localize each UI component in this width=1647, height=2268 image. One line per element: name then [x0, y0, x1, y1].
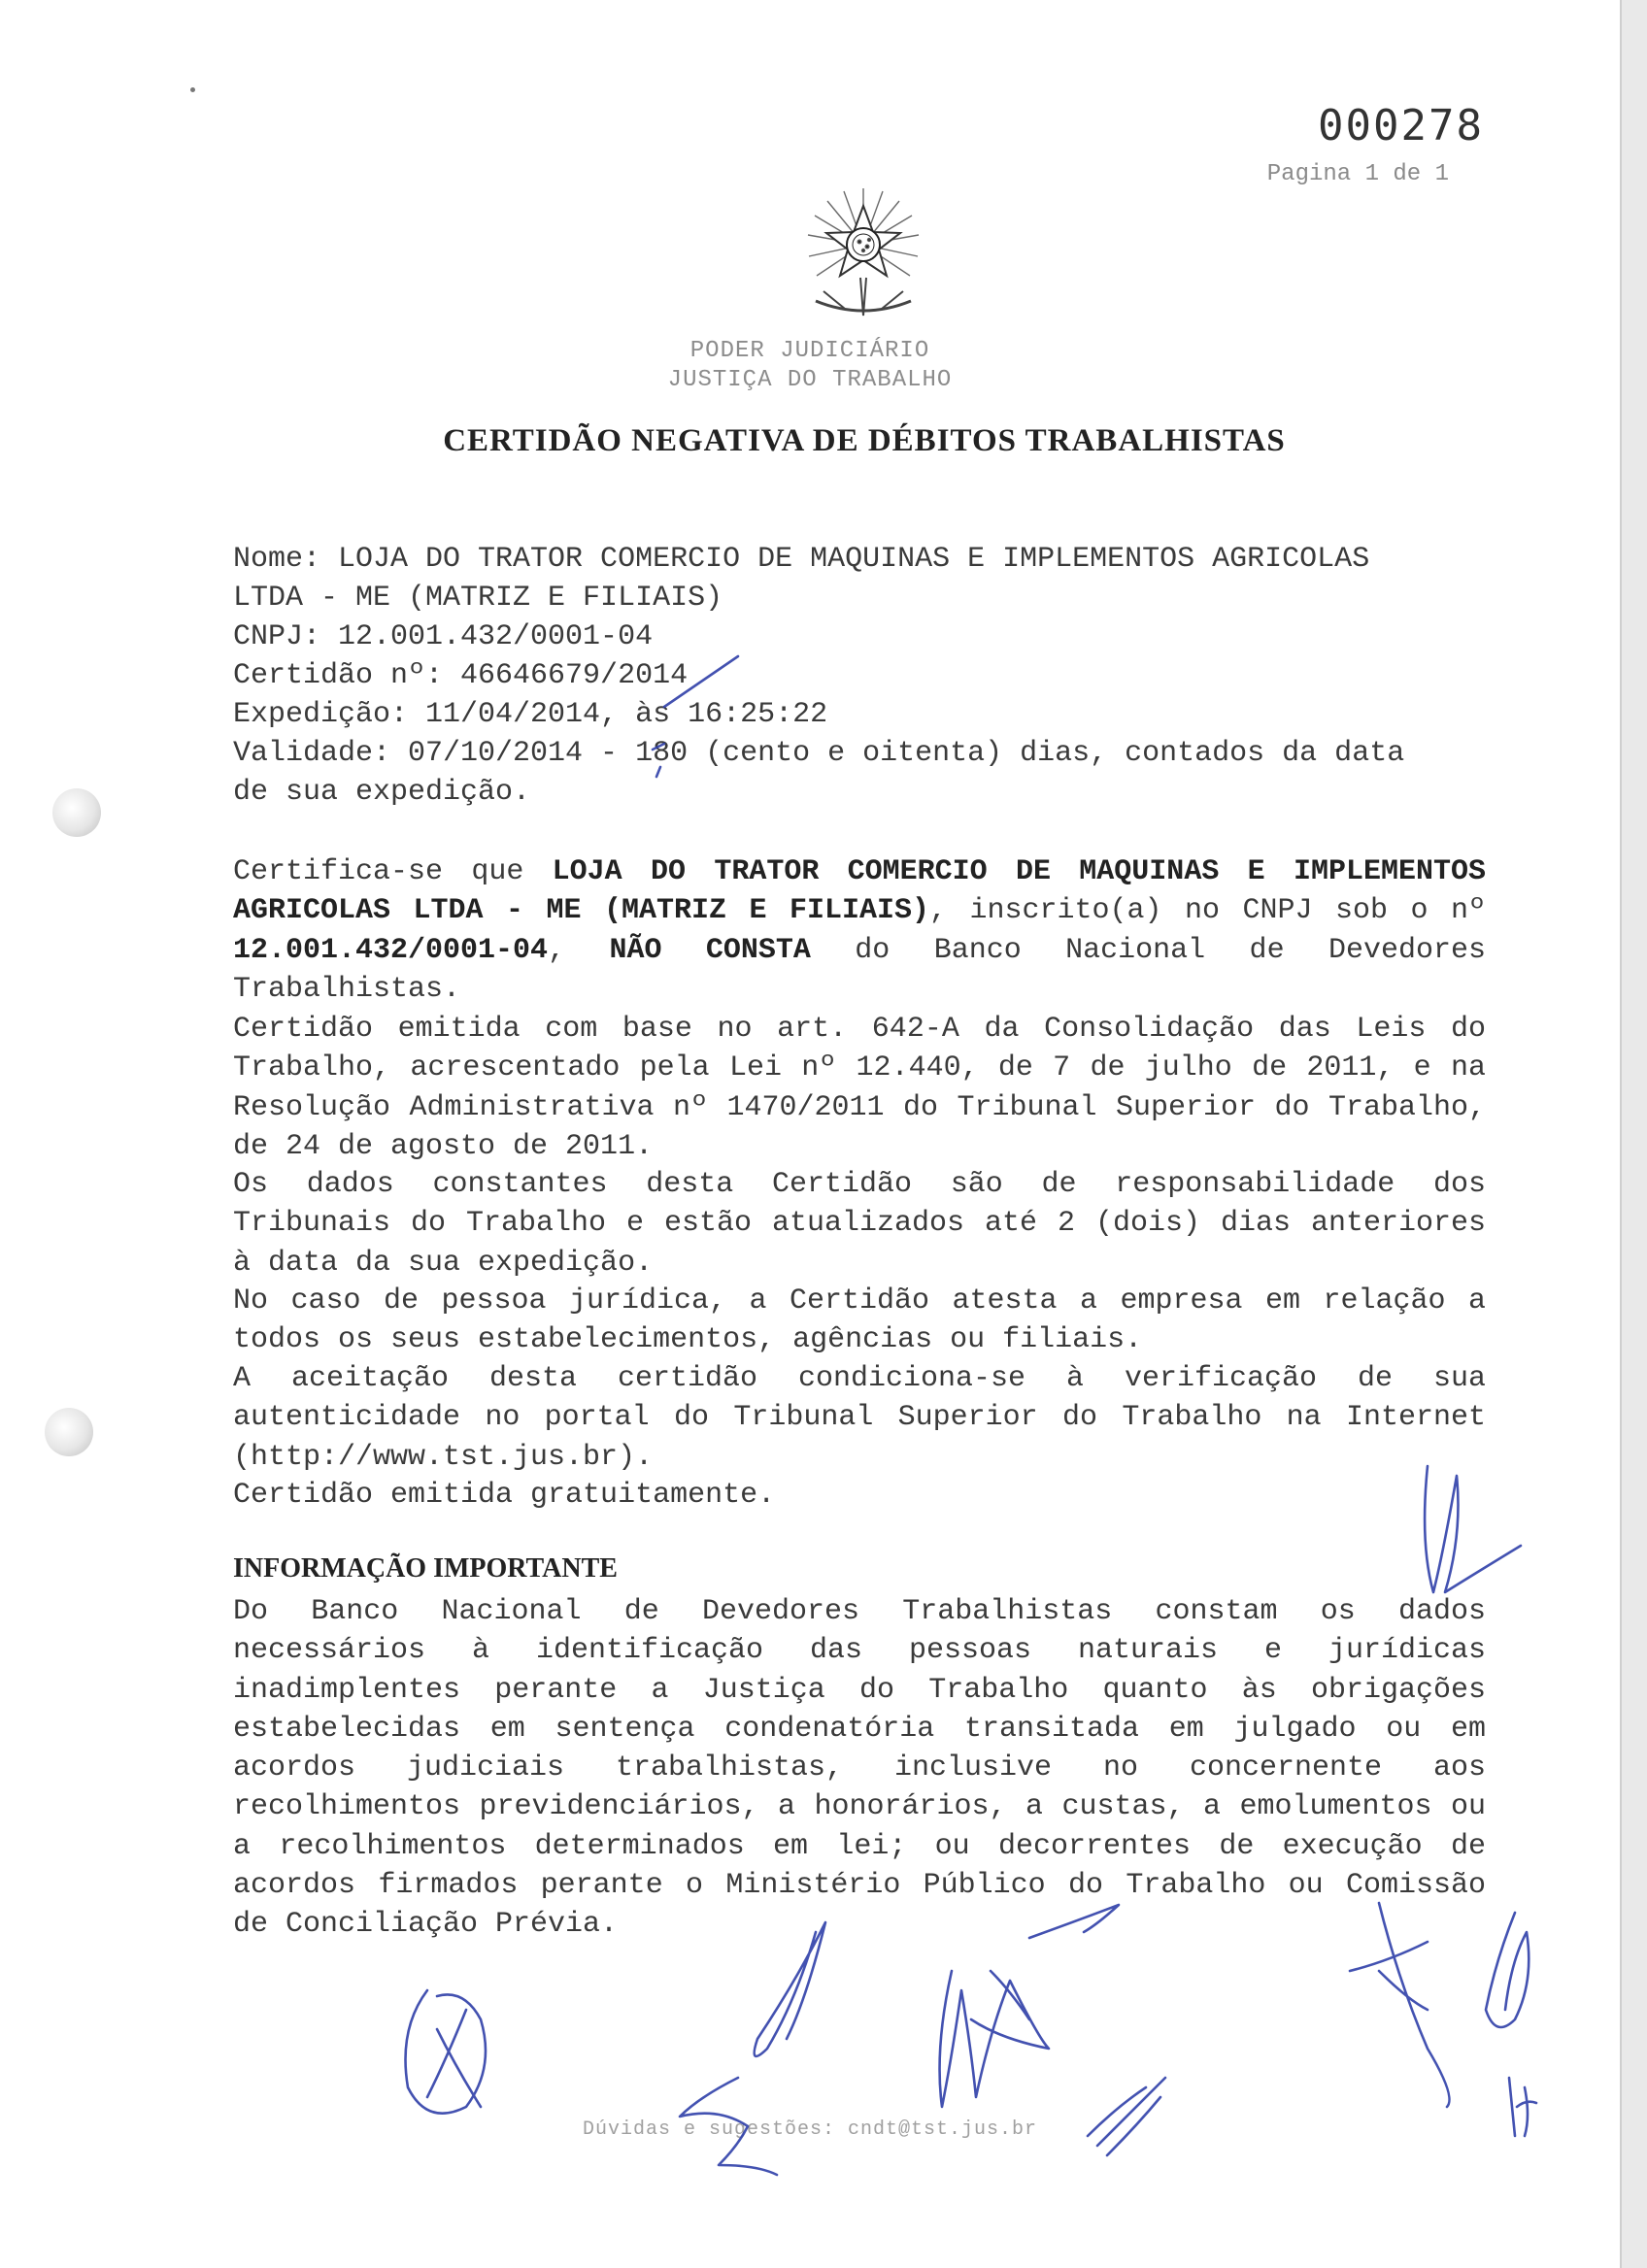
certidao-number-line: Certidão nº: 46646679/2014 [233, 659, 689, 692]
cert-suffix: do Banco Nacional de Devedores Trabalhistas. [233, 933, 1486, 1006]
important-info-heading: INFORMAÇÃO IMPORTANTE [233, 1553, 618, 1584]
footer-contact: Dúvidas e sugestões: cndt@tst.jus.br [582, 2118, 1038, 2141]
cert-company-name: LOJA DO TRATOR COMERCIO DE MAQUINAS E IMPLEMENTOS AGRICOLAS LTDA - ME (MATRIZ E FILIAIS) [233, 855, 1486, 928]
cnpj-line: CNPJ: 12.001.432/0001-04 [233, 620, 654, 653]
cert-separator: , [548, 933, 610, 967]
validade-line-1: Validade: 07/10/2014 - 180 (cento e oitenta) dias, contados da data [233, 737, 1405, 770]
page-label: Pagina 1 de 1 [1266, 161, 1449, 187]
nome-line-2: LTDA - ME (MATRIZ E FILIAIS) [233, 582, 723, 615]
document-title: CERTIDÃO NEGATIVA DE DÉBITOS TRABALHISTAS [443, 423, 1286, 458]
cert-cnpj: 12.001.432/0001-04 [233, 933, 549, 967]
important-info-paragraph: Do Banco Nacional de Devedores Trabalhistas constam os dados necessários à identificação das pessoas naturais e jurídicas inadimplentes perante a Justiça do Trabalho quanto às obrigações estabelecidas em sentença condenatória transitada em julgado ou em acordos judiciais trabalhistas, inclusive no concernente aos recolhimentos previdenciários, a honorários, a custas, a emolumentos ou a recolhimentos determinados em lei; ou decorrentes de execução de acordos firmados perante o Ministério Público do Trabalho ou Comissão de Conciliação Prévia. [233, 1595, 1486, 1942]
cert-mid: , inscrito(a) no CNPJ sob o nº [929, 894, 1486, 928]
validade-line-2: de sua expedição. [233, 776, 531, 809]
authority-line-1: PODER JUDICIÁRIO [689, 338, 930, 364]
expedicao-line: Expedição: 11/04/2014, às 16:25:22 [233, 698, 828, 731]
cert-prefix: Certifica-se que [233, 855, 553, 888]
free-issue-paragraph: Certidão emitida gratuitamente. [233, 1479, 776, 1512]
cert-status: NÃO CONSTA [609, 933, 811, 967]
authenticity-paragraph: A aceitação desta certidão condiciona-se à verificação de sua autenticidade no portal do Tribunal Superior do Trabalho na Internet (http://www.tst.jus.br). [233, 1362, 1486, 1474]
legal-entity-paragraph: No caso de pessoa jurídica, a Certidão atesta a empresa em relação a todos os seus estabelecimentos, agências ou filiais. [233, 1284, 1486, 1357]
nome-line-1: Nome: LOJA DO TRATOR COMERCIO DE MAQUINAS E IMPLEMENTOS AGRICOLAS [233, 543, 1370, 576]
legal-basis-paragraph: Certidão emitida com base no art. 642-A da Consolidação das Leis do Trabalho, acrescentado pela Lei nº 12.440, de 7 de julho de 2011, e na Resolução Administrativa nº 1470/2011 do Tribunal Superior do Trabalho, de 24 de agosto de 2011. [233, 1013, 1486, 1163]
page-stamp-number: 000278 [1318, 101, 1484, 150]
data-responsibility-paragraph: Os dados constantes desta Certidão são de responsabilidade dos Tribunais do Trabalho e estão atualizados até 2 (dois) dias anteriores à data da sua expedição. [233, 1168, 1486, 1280]
authority-line-2: JUSTIÇA DO TRABALHO [667, 367, 953, 393]
